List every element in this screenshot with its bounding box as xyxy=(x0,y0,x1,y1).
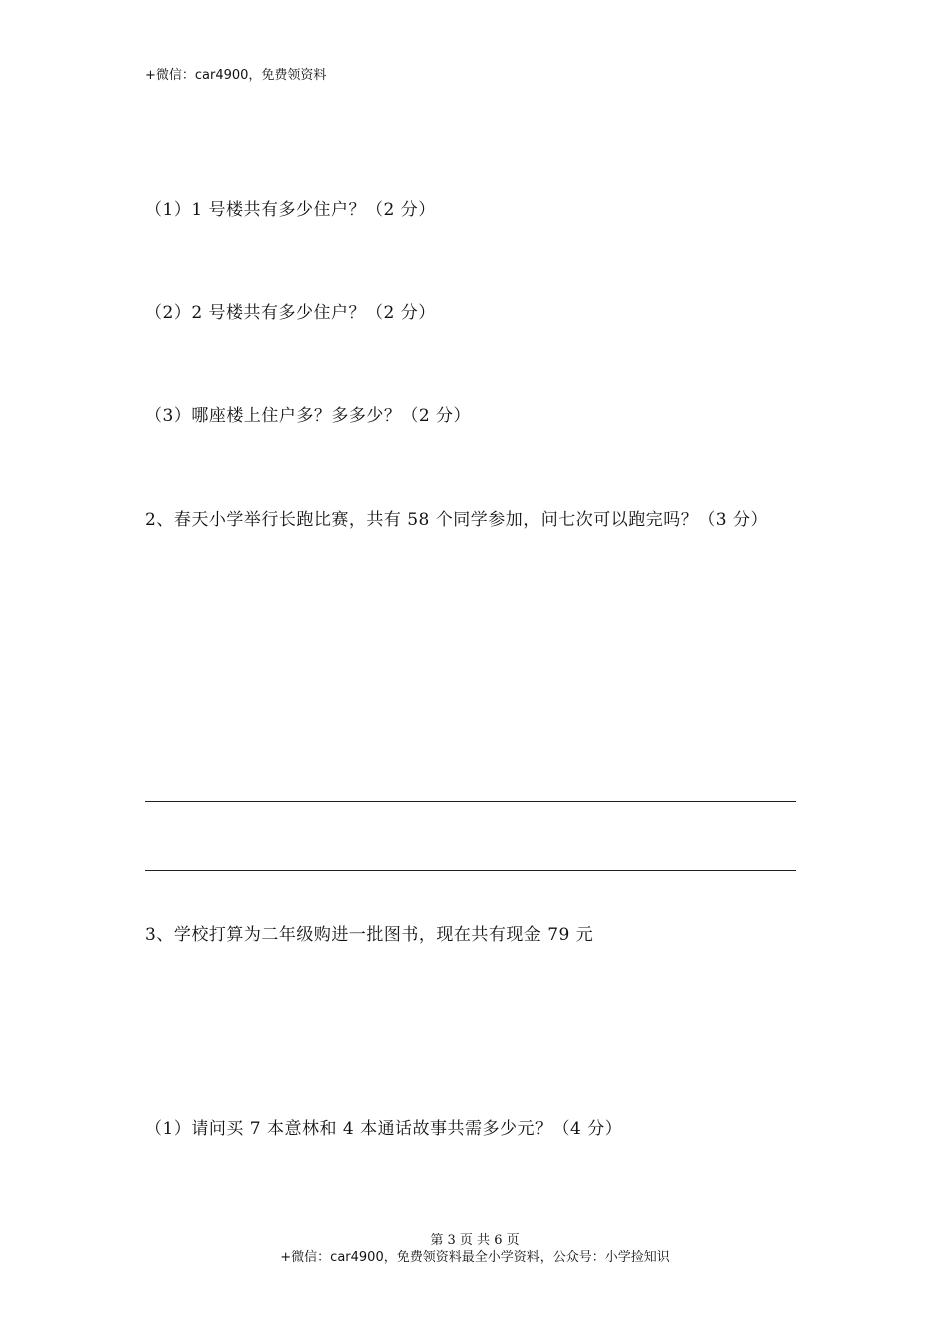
question-1-part-1: （1）1 号楼共有多少住户？（2 分） xyxy=(145,200,436,220)
question-2: 2、春天小学举行长跑比赛，共有 58 个同学参加，问七次可以跑完吗？（3 分） xyxy=(145,510,768,530)
answer-line xyxy=(145,870,796,871)
question-1-part-3: （3）哪座楼上住户多？多多少？（2 分） xyxy=(145,406,472,426)
header-note: +微信：car4900，免费领资料 xyxy=(145,68,327,83)
footer-note: +微信：car4900，免费领资料最全小学资料，公众号：小学捡知识 xyxy=(280,1250,670,1265)
question-1-part-2: （2）2 号楼共有多少住户？（2 分） xyxy=(145,303,436,323)
question-3: 3、学校打算为二年级购进一批图书，现在共有现金 79 元 xyxy=(145,925,594,945)
page-number: 第 3 页 共 6 页 xyxy=(430,1233,520,1248)
answer-line xyxy=(145,801,796,802)
question-3-part-1: （1）请问买 7 本意林和 4 本通话故事共需多少元？（4 分） xyxy=(145,1119,623,1139)
